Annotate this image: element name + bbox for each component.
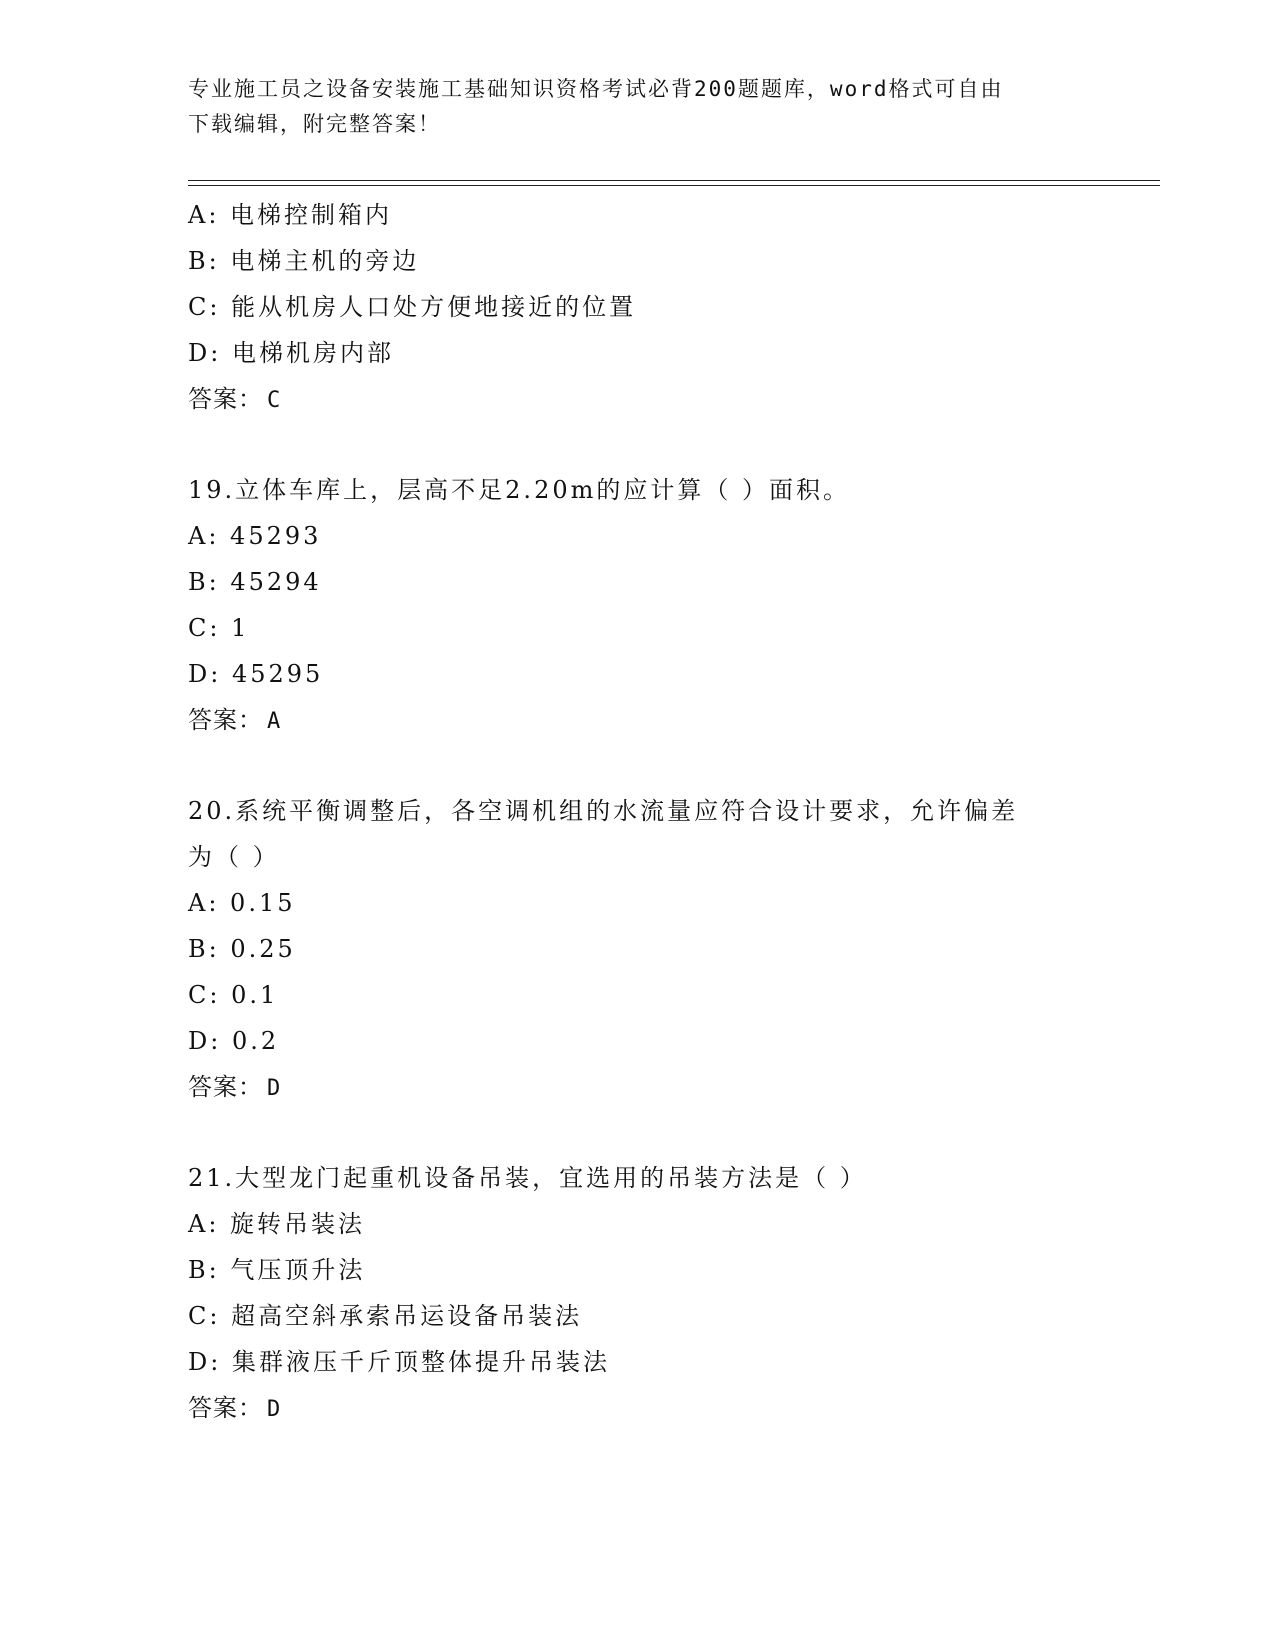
document-header bbox=[188, 72, 1068, 142]
answer-value: C bbox=[267, 388, 282, 413]
question-block bbox=[188, 1155, 1088, 1431]
header-line-1: 专业施工员之设备安装施工基础知识资格考试必背200题题库，word格式可自由 bbox=[188, 77, 1004, 101]
question-block bbox=[188, 467, 1088, 743]
header-divider-bottom bbox=[188, 185, 1160, 186]
option-d: D: 0.2 bbox=[188, 1027, 280, 1055]
question-text-line-1: 20.系统平衡调整后，各空调机组的水流量应符合设计要求，允许偏差 bbox=[188, 797, 1019, 825]
option-b: B: 0.25 bbox=[188, 935, 296, 963]
header-line-2: 下载编辑，附完整答案！ bbox=[188, 112, 441, 136]
answer-line bbox=[188, 376, 1088, 422]
answer-value: A bbox=[267, 709, 282, 734]
answer-line bbox=[188, 1385, 1088, 1431]
option-d: D: 电梯机房内部 bbox=[188, 339, 394, 367]
option-a: A: 0.15 bbox=[188, 889, 296, 917]
question-block bbox=[188, 192, 1088, 422]
answer-line bbox=[188, 1064, 1088, 1110]
option-c: C: 超高空斜承索吊运设备吊装法 bbox=[188, 1302, 583, 1330]
option-c: C: 能从机房人口处方便地接近的位置 bbox=[188, 293, 637, 321]
block-spacer bbox=[188, 422, 1088, 467]
question-list bbox=[188, 192, 1088, 1431]
option-c: C: 1 bbox=[188, 614, 250, 642]
option-c: C: 0.1 bbox=[188, 981, 279, 1009]
answer-line bbox=[188, 697, 1088, 743]
option-a: A: 电梯控制箱内 bbox=[188, 201, 393, 229]
option-b: B: 电梯主机的旁边 bbox=[188, 247, 420, 275]
block-spacer bbox=[188, 743, 1088, 788]
option-b: B: 45294 bbox=[188, 568, 322, 596]
block-spacer bbox=[188, 1110, 1088, 1155]
question-block bbox=[188, 788, 1088, 1110]
answer-label: 答案： bbox=[188, 1394, 263, 1422]
answer-value: D bbox=[267, 1076, 282, 1101]
option-d: D: 45295 bbox=[188, 660, 324, 688]
answer-label: 答案： bbox=[188, 1073, 263, 1101]
answer-label: 答案： bbox=[188, 706, 263, 734]
option-b: B: 气压顶升法 bbox=[188, 1256, 366, 1284]
answer-value: D bbox=[267, 1397, 282, 1422]
question-text: 19.立体车库上，层高不足2.20m的应计算（ ）面积。 bbox=[188, 476, 850, 504]
question-text-line-2: 为（ ） bbox=[188, 843, 280, 871]
option-a: A: 45293 bbox=[188, 522, 322, 550]
option-d: D: 集群液压千斤顶整体提升吊装法 bbox=[188, 1348, 610, 1376]
option-a: A: 旋转吊装法 bbox=[188, 1210, 366, 1238]
question-text: 21.大型龙门起重机设备吊装，宜选用的吊装方法是（ ） bbox=[188, 1164, 867, 1192]
header-divider-top bbox=[188, 180, 1160, 181]
answer-label: 答案： bbox=[188, 385, 263, 413]
